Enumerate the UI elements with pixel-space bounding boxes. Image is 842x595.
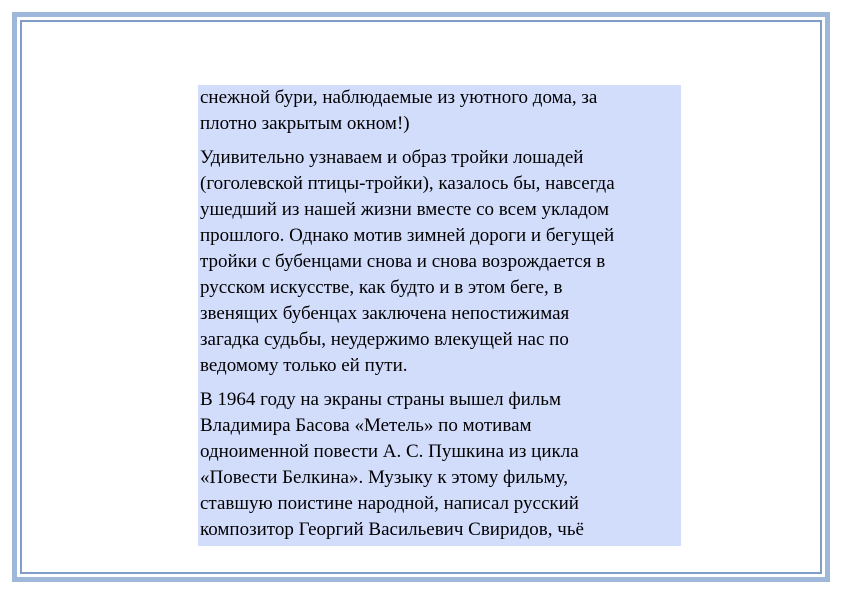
- paragraph-2: Удивительно узнаваем и образ тройки лошадей (гоголевской птицы-тройки), казалось бы, навсегда ушедший из нашей жизни вместе со всем укладом прошлого. Однако мотив зимней дороги и бегущей тройки с бубенцами снова и снова возрождается в русском искусстве, как будто и в этом беге, в звенящих бубенцах заключена непостижимая загадка судьбы, неудержимо влекущей нас по ведомому только ей пути.: [200, 147, 615, 376]
- paragraph-1: снежной бури, наблюдаемые из уютного дома, за плотно закрытым окном!): [200, 87, 598, 134]
- text-box: [198, 85, 681, 546]
- paragraph-3: В 1964 году на экраны страны вышел фильм Владимира Басова «Метель» по мотивам одноименной повести А. С. Пушкина из цикла «Повести Белкина». Музыку к этому фильму, ставшую поистине народной, написал русский композитор Георгий Васильевич Свиридов, чьё: [200, 389, 584, 540]
